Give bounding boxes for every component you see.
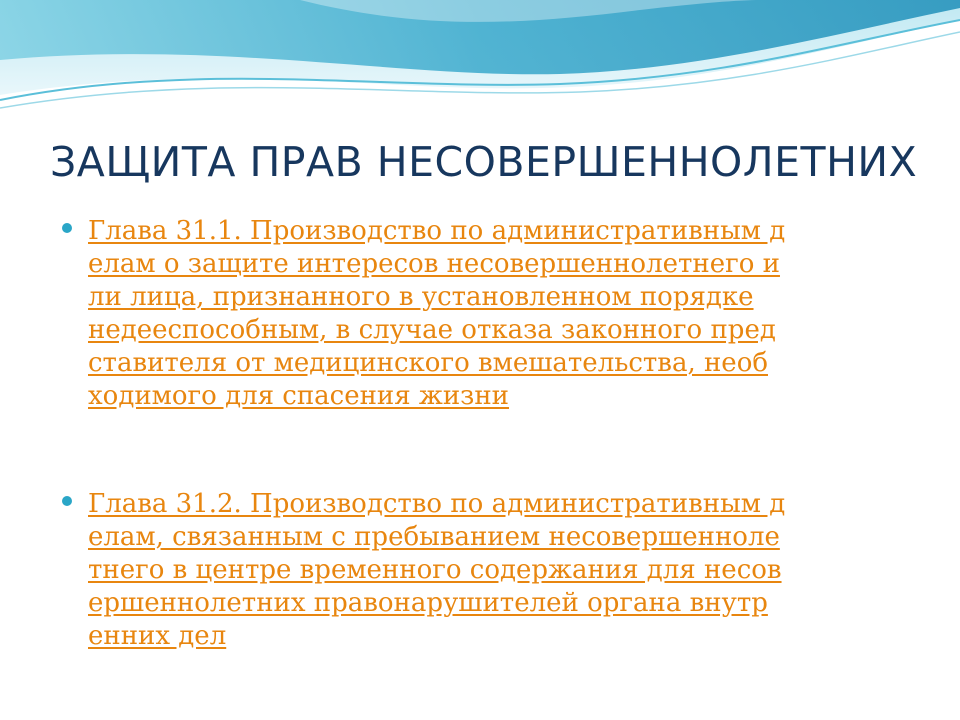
chapter-link-line[interactable]: ставителя от медицинского вмешательства, необ bbox=[88, 348, 768, 378]
list-item bbox=[60, 488, 880, 653]
chapter-link-line[interactable]: елам, связанным с пребыванием несовершенноле bbox=[88, 522, 780, 552]
bullet-icon bbox=[62, 223, 72, 233]
chapter-link-line[interactable]: елам о защите интересов несовершеннолетнего и bbox=[88, 249, 780, 279]
chapter-link-line[interactable]: недееспособным, в случае отказа законного пред bbox=[88, 315, 776, 345]
chapter-link-line[interactable]: Глава 31.2. Производство по административным д bbox=[88, 489, 786, 519]
chapter-link-line[interactable]: ходимого для спасения жизни bbox=[88, 381, 510, 411]
chapter-link-line[interactable]: тнего в центре временного содержания для несов bbox=[88, 555, 782, 585]
bullet-icon bbox=[62, 496, 72, 506]
chapter-list bbox=[60, 215, 880, 653]
chapter-link-line[interactable]: Глава 31.1. Производство по административным д bbox=[88, 216, 786, 246]
chapter-link-line[interactable]: енних дел bbox=[88, 621, 227, 651]
list-item bbox=[60, 215, 880, 413]
chapter-link-line[interactable]: ли лица, признанного в установленном порядке bbox=[88, 282, 754, 312]
slide-title: ЗАЩИТА ПРАВ НЕСОВЕРШЕННОЛЕТНИХ bbox=[50, 138, 918, 186]
chapter-link-line[interactable]: ершеннолетних правонарушителей органа внутр bbox=[88, 588, 768, 618]
header-wave-decoration bbox=[0, 0, 960, 115]
